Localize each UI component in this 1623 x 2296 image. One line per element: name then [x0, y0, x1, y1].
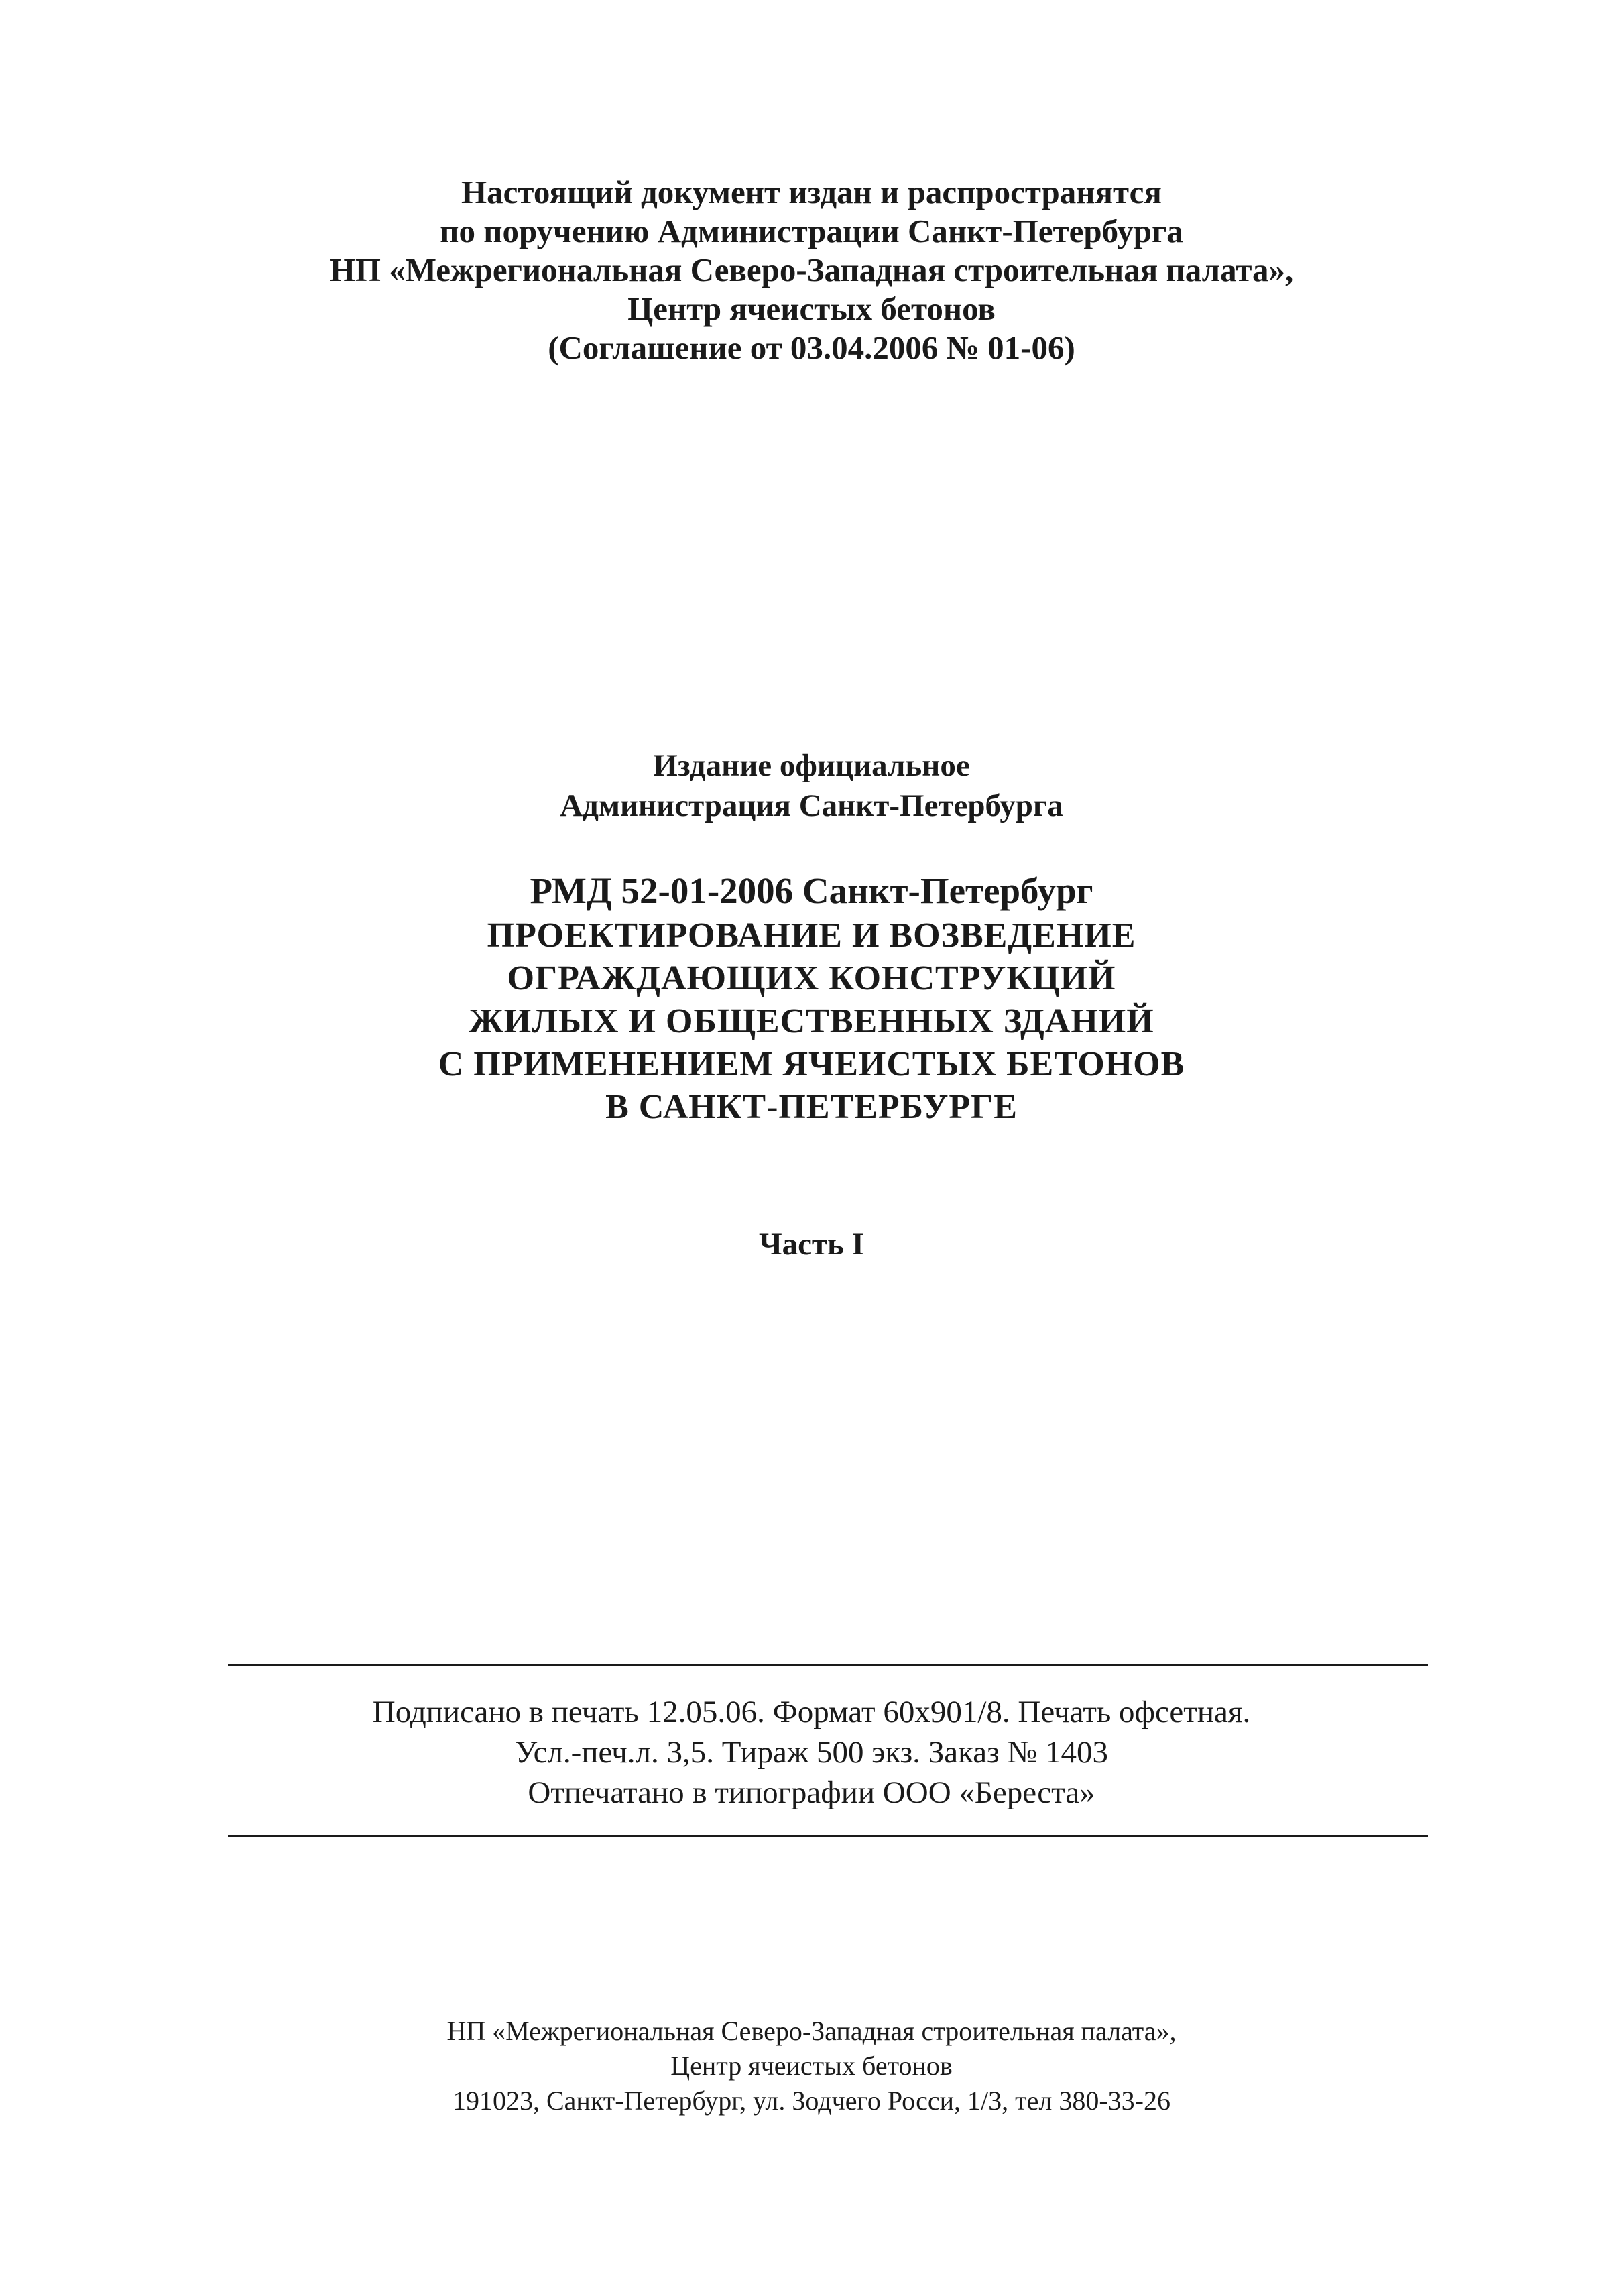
notice-line: Центр ячеистых бетонов: [627, 290, 996, 327]
imprint-divider-bottom: [228, 1835, 1428, 1837]
notice-line: (Соглашение от 03.04.2006 № 01-06): [548, 329, 1075, 366]
part-label: Часть I: [759, 1227, 864, 1262]
notice-line: НП «Межрегиональная Северо-Западная строительная палата»,: [329, 251, 1294, 288]
publisher-line: НП «Межрегиональная Северо-Западная строительная палата»,: [446, 2016, 1177, 2046]
notice-line: по поручению Администрации Санкт-Петербурга: [440, 213, 1183, 249]
document-part: [0, 1225, 1623, 1264]
printing-imprint: [0, 1692, 1623, 1813]
publisher-info: [0, 2014, 1623, 2118]
edition-line: Администрация Санкт-Петербурга: [560, 788, 1063, 823]
title-line: ЖИЛЫХ И ОБЩЕСТВЕННЫХ ЗДАНИЙ: [469, 1002, 1154, 1040]
title-line: ОГРАЖДАЮЩИХ КОНСТРУКЦИЙ: [507, 959, 1116, 998]
edition-line: Издание официальное: [653, 748, 970, 783]
imprint-line: Подписано в печать 12.05.06. Формат 60x901/8. Печать офсетная.: [372, 1695, 1251, 1730]
title-line: ПРОЕКТИРОВАНИЕ И ВОЗВЕДЕНИЕ: [487, 916, 1136, 955]
imprint-divider-top: [228, 1664, 1428, 1666]
imprint-line: Усл.-печ.л. 3,5. Тираж 500 экз. Заказ № 1403: [514, 1735, 1109, 1770]
imprint-line: Отпечатано в типографии ООО «Береста»: [528, 1775, 1095, 1810]
notice-line: Настоящий документ издан и распространятся: [461, 174, 1162, 210]
document-code-text: РМД 52-01-2006 Санкт-Петербург: [530, 870, 1093, 911]
title-line: В САНКТ-ПЕТЕРБУРГЕ: [605, 1088, 1018, 1126]
publisher-line: 191023, Санкт-Петербург, ул. Зодчего Росси, 1/3, тел 380-33-26: [453, 2086, 1170, 2116]
title-line: С ПРИМЕНЕНИЕМ ЯЧЕИСТЫХ БЕТОНОВ: [438, 1045, 1185, 1083]
official-edition: [0, 745, 1623, 826]
document-title: [0, 914, 1623, 1129]
publisher-line: Центр ячеистых бетонов: [670, 2051, 953, 2081]
distribution-notice: [0, 173, 1623, 367]
document-code: [0, 869, 1623, 913]
